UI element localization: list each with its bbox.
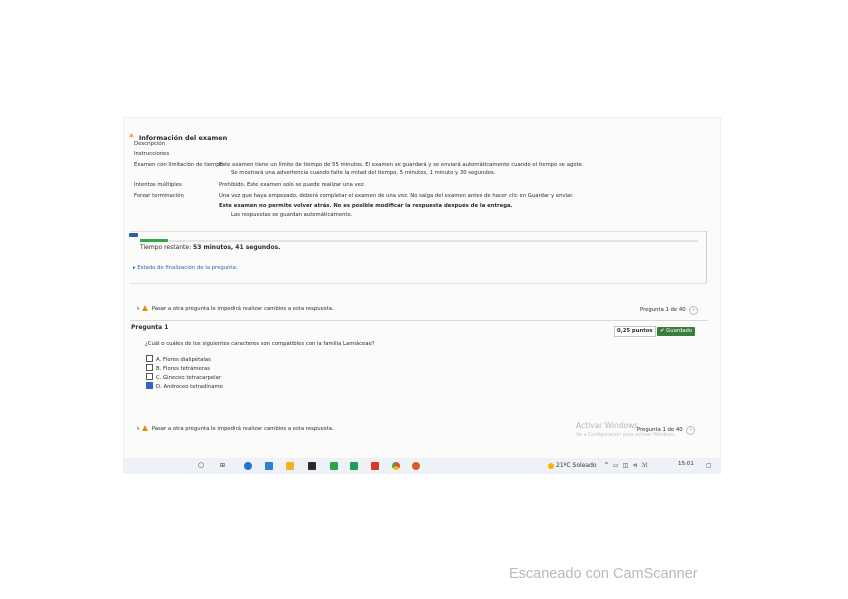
chrome-icon[interactable] (392, 462, 400, 470)
question-points: 0,25 puntos (614, 326, 656, 337)
edge-icon[interactable] (244, 462, 252, 470)
multiple-attempts-text: Prohibido. Este examen solo se puede realizar una vez. (219, 182, 366, 188)
task-view-icon[interactable]: ⊞ (220, 462, 226, 469)
option-a-checkbox[interactable] (146, 355, 153, 362)
next-question-icon[interactable]: › (689, 306, 698, 315)
clock[interactable]: 15:01 (678, 461, 694, 467)
question-prompt: ¿Cuál o cuáles de los siguientes caracteres son compatibles con la familia Lamiáceae? (145, 341, 375, 347)
timer-panel-top-border (130, 231, 708, 232)
option-d[interactable]: D. Androceo tetradínamo (146, 382, 223, 391)
timer-panel-right-border (706, 231, 707, 283)
tray-icons[interactable]: ^▭◫⊲ℳ (604, 462, 652, 469)
top-warning: ↳ Pasar a otra pregunta le impedirá realizar cambios a esta respuesta. (136, 306, 334, 312)
option-b[interactable]: B. Flores tetrámeras (146, 364, 210, 373)
pager-top[interactable]: Pregunta 1 de 40 › (640, 306, 698, 315)
label-description: Descripción (134, 141, 166, 147)
force-completion-line-3: Las respuestas se guardan automáticamente. (231, 212, 353, 218)
warning-icon (142, 425, 148, 431)
timed-exam-line-2: Se mostrará una advertencia cuando falte la mitad del tiempo, 5 minutos, 1 minuto y 30 segundos. (231, 170, 496, 176)
store-icon[interactable] (308, 462, 316, 470)
timer-progress-track (140, 240, 698, 242)
time-remaining (140, 244, 280, 252)
office-icon[interactable] (371, 462, 379, 470)
collapse-toggle-icon[interactable] (129, 233, 138, 237)
return-arrow-icon: ↳ (136, 426, 141, 432)
exam-info-title: Información del examen (138, 134, 228, 142)
activate-windows-subtitle: Ve a Configuración para activar Windows. (576, 433, 677, 438)
force-completion-line-2: Este examen no permite volver atrás. No es posible modificar la respuesta después de la entrega. (219, 203, 513, 209)
timed-exam-line-1: Este examen tiene un límite de tiempo de 55 minutos. El examen se guardará y se enviará automáticamente cuando el tiempo se agote. (219, 162, 584, 168)
next-question-icon[interactable]: › (686, 426, 695, 435)
app-teal-icon[interactable] (350, 462, 358, 470)
activate-windows-title: Activar Windows (576, 421, 639, 430)
option-b-checkbox[interactable] (146, 364, 153, 371)
bottom-warning: ↳ Pasar a otra pregunta le impedirá realizar cambios a esta respuesta. (136, 426, 334, 432)
label-timed-exam: Examen con limitación de tiempo (134, 162, 223, 168)
app-green-icon[interactable] (330, 462, 338, 470)
search-circle-icon[interactable]: ○ (198, 461, 205, 469)
completion-status-link[interactable]: ▸ Estado de finalización de la pregunta: (133, 265, 238, 271)
checkmark-icon: ✔ (660, 328, 665, 334)
label-force-completion: Forzar terminación (134, 193, 184, 199)
force-completion-line-1: Una vez que haya empezado, deberá completar el examen de una vez. No salga del examen antes de hacer clic en Guardar y enviar. (219, 193, 574, 199)
option-c[interactable]: C. Gineceo tetracarpelar (146, 373, 221, 382)
question-heading: Pregunta 1 (131, 324, 169, 331)
notifications-icon[interactable]: ▢ (706, 462, 712, 469)
expand-arrow-icon: ▸ (133, 265, 136, 271)
firefox-icon[interactable] (412, 462, 420, 470)
file-explorer-icon[interactable] (286, 462, 294, 470)
time-remaining-label: Tiempo restante: (140, 244, 192, 251)
question-divider (130, 320, 708, 321)
scanner-watermark: Escaneado con CamScanner (509, 566, 698, 582)
return-arrow-icon: ↳ (136, 306, 141, 312)
mail-icon[interactable] (265, 462, 273, 470)
timer-panel-bottom-border (130, 283, 707, 284)
saved-button[interactable]: ✔ Guardado (657, 327, 695, 336)
option-c-checkbox[interactable] (146, 373, 153, 380)
weather-text[interactable]: 21ºC Soleado (556, 462, 597, 469)
option-d-checkbox[interactable] (146, 382, 153, 389)
warning-icon (142, 305, 148, 311)
timer-progress-bar (140, 239, 168, 242)
label-instructions: Instrucciones (134, 151, 170, 157)
time-remaining-value: 53 minutos, 41 segundos. (193, 244, 281, 251)
windows-taskbar (124, 458, 720, 474)
option-a[interactable]: A. Flores dialipétalas (146, 355, 211, 364)
pager-bottom[interactable]: Pregunta 1 de 40 › (637, 426, 695, 435)
sun-icon (548, 463, 554, 469)
required-star-icon: * (129, 133, 134, 143)
label-multiple-attempts: Intentos múltiples (134, 182, 182, 188)
